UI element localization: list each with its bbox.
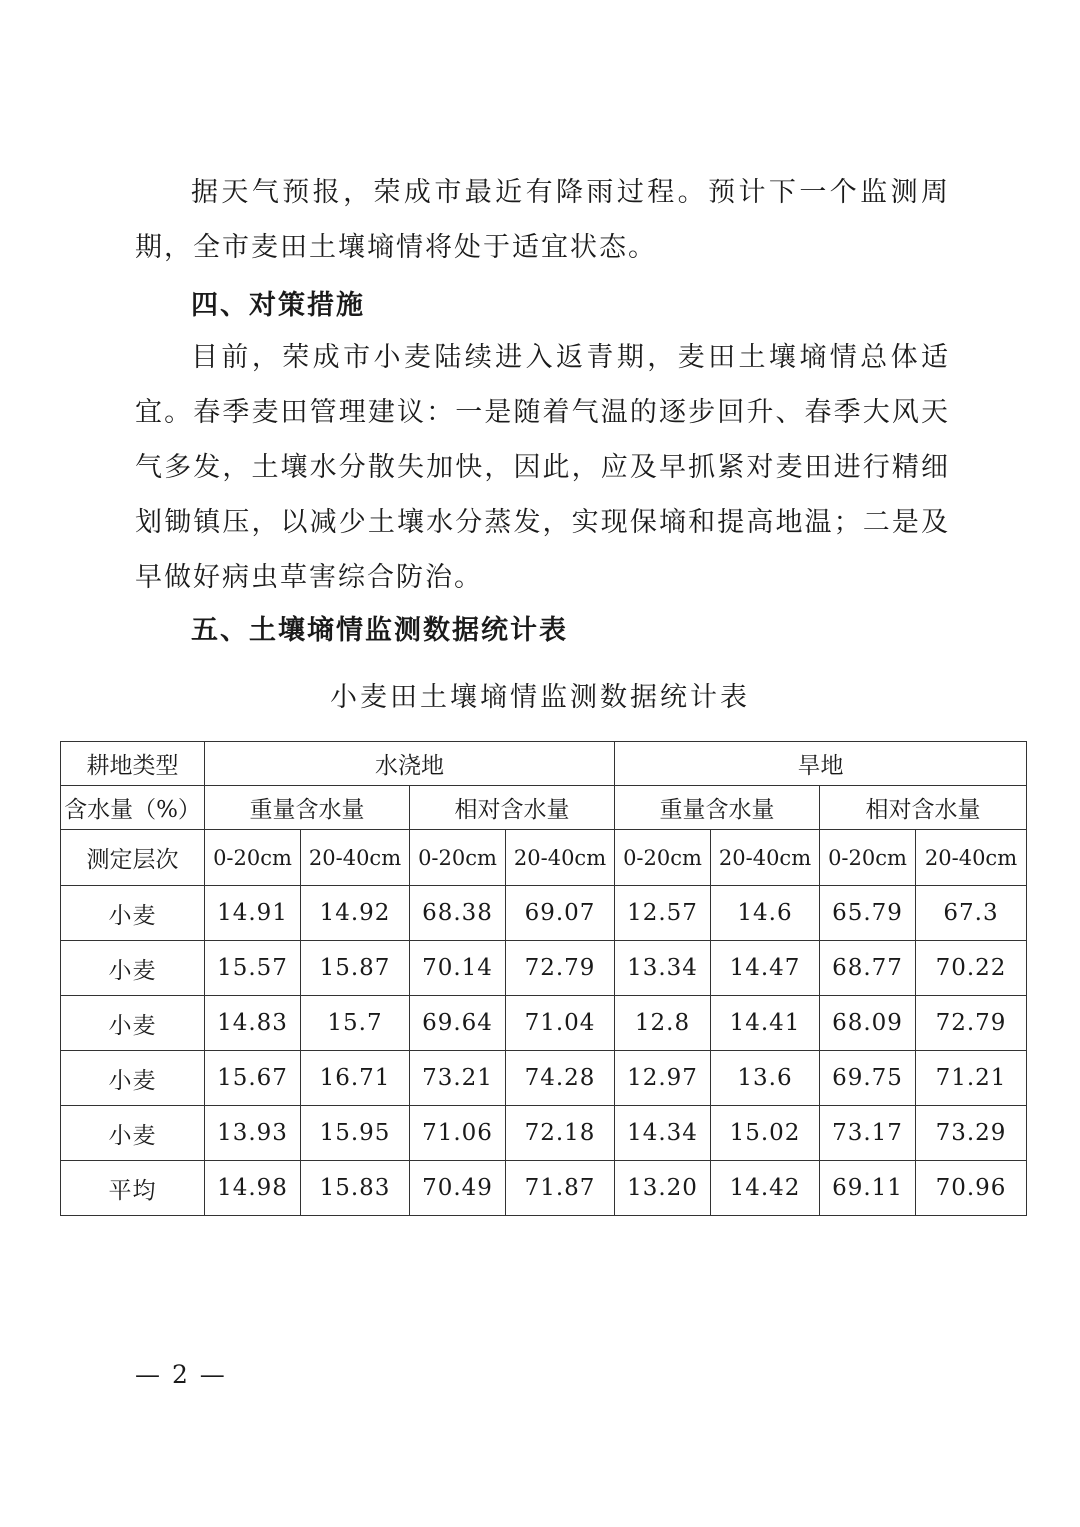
value-cell: 69.64 [410, 996, 506, 1051]
header-cell-relative-dry: 相对含水量 [820, 786, 1027, 830]
value-cell: 14.98 [205, 1161, 301, 1216]
value-cell: 15.57 [205, 941, 301, 996]
page-number: — 2 — [135, 1360, 227, 1389]
header-row-land-type [61, 742, 1027, 786]
section-heading-countermeasures: 四、对策措施 [191, 290, 365, 321]
value-cell: 14.92 [301, 886, 410, 941]
value-cell: 15.95 [301, 1106, 410, 1161]
value-cell: 69.75 [820, 1051, 916, 1106]
layer-cell: 20-40cm [301, 830, 410, 886]
value-cell: 68.38 [410, 886, 506, 941]
value-cell: 13.34 [615, 941, 711, 996]
layer-cell: 0-20cm [820, 830, 916, 886]
table-row [61, 941, 1027, 996]
header-cell-weight-irrigated: 重量含水量 [205, 786, 410, 830]
table-row [61, 996, 1027, 1051]
value-cell: 14.6 [711, 886, 820, 941]
value-cell: 71.04 [506, 996, 615, 1051]
value-cell: 69.11 [820, 1161, 916, 1216]
header-cell-moisture: 含水量（%） [61, 786, 205, 830]
header-cell-dry: 旱地 [615, 742, 1027, 786]
value-cell: 72.79 [916, 996, 1027, 1051]
value-cell: 14.83 [205, 996, 301, 1051]
value-cell: 16.71 [301, 1051, 410, 1106]
table-row [61, 1051, 1027, 1106]
table-row [61, 1106, 1027, 1161]
row-label-cell: 小麦 [61, 996, 205, 1051]
value-cell: 12.57 [615, 886, 711, 941]
table-row-average [61, 1161, 1027, 1216]
row-label-cell: 小麦 [61, 1106, 205, 1161]
value-cell: 13.93 [205, 1106, 301, 1161]
table-row [61, 886, 1027, 941]
layer-cell: 0-20cm [205, 830, 301, 886]
row-label-cell: 小麦 [61, 886, 205, 941]
value-cell: 74.28 [506, 1051, 615, 1106]
layer-cell: 20-40cm [916, 830, 1027, 886]
value-cell: 15.83 [301, 1161, 410, 1216]
row-label-cell: 平均 [61, 1161, 205, 1216]
layer-cell: 0-20cm [615, 830, 711, 886]
header-row-layers [61, 830, 1027, 886]
value-cell: 71.21 [916, 1051, 1027, 1106]
value-cell: 12.97 [615, 1051, 711, 1106]
value-cell: 15.02 [711, 1106, 820, 1161]
value-cell: 65.79 [820, 886, 916, 941]
value-cell: 14.47 [711, 941, 820, 996]
management-advice-paragraph: 目前，荣成市小麦陆续进入返青期，麦田土壤墒情总体适宜。春季麦田管理建议：一是随着气温的逐步回升、春季大风天气多发，土壤水分散失加快，因此，应及早抓紧对麦田进行精细划锄镇压，以减少土壤水分蒸发，实现保墒和提高地温；二是及早做好病虫草害综合防治。 [135, 342, 950, 593]
value-cell: 68.77 [820, 941, 916, 996]
header-cell-relative-irrigated: 相对含水量 [410, 786, 615, 830]
value-cell: 70.96 [916, 1161, 1027, 1216]
value-cell: 14.42 [711, 1161, 820, 1216]
value-cell: 14.34 [615, 1106, 711, 1161]
value-cell: 70.49 [410, 1161, 506, 1216]
row-label-cell: 小麦 [61, 941, 205, 996]
value-cell: 70.22 [916, 941, 1027, 996]
header-row-moisture [61, 786, 1027, 830]
layer-cell: 20-40cm [506, 830, 615, 886]
value-cell: 72.79 [506, 941, 615, 996]
row-label-cell: 小麦 [61, 1051, 205, 1106]
section-heading-statistics-table: 五、土壤墒情监测数据统计表 [191, 615, 568, 646]
value-cell: 12.8 [615, 996, 711, 1051]
value-cell: 15.67 [205, 1051, 301, 1106]
value-cell: 68.09 [820, 996, 916, 1051]
value-cell: 15.7 [301, 996, 410, 1051]
value-cell: 14.41 [711, 996, 820, 1051]
value-cell: 15.87 [301, 941, 410, 996]
value-cell: 73.21 [410, 1051, 506, 1106]
value-cell: 71.87 [506, 1161, 615, 1216]
value-cell: 69.07 [506, 886, 615, 941]
soil-moisture-table [60, 741, 1027, 1216]
value-cell: 70.14 [410, 941, 506, 996]
header-cell-irrigated: 水浇地 [205, 742, 615, 786]
value-cell: 73.17 [820, 1106, 916, 1161]
weather-forecast-paragraph: 据天气预报，荣成市最近有降雨过程。预计下一个监测周期，全市麦田土壤墒情将处于适宜状态。 [135, 177, 950, 263]
header-cell-layer: 测定层次 [61, 830, 205, 886]
value-cell: 14.91 [205, 886, 301, 941]
value-cell: 13.6 [711, 1051, 820, 1106]
header-cell-weight-dry: 重量含水量 [615, 786, 820, 830]
layer-cell: 0-20cm [410, 830, 506, 886]
layer-cell: 20-40cm [711, 830, 820, 886]
value-cell: 71.06 [410, 1106, 506, 1161]
header-cell-land-type: 耕地类型 [61, 742, 205, 786]
value-cell: 67.3 [916, 886, 1027, 941]
table-title: 小麦田土壤墒情监测数据统计表 [330, 682, 750, 713]
value-cell: 72.18 [506, 1106, 615, 1161]
value-cell: 73.29 [916, 1106, 1027, 1161]
value-cell: 13.20 [615, 1161, 711, 1216]
